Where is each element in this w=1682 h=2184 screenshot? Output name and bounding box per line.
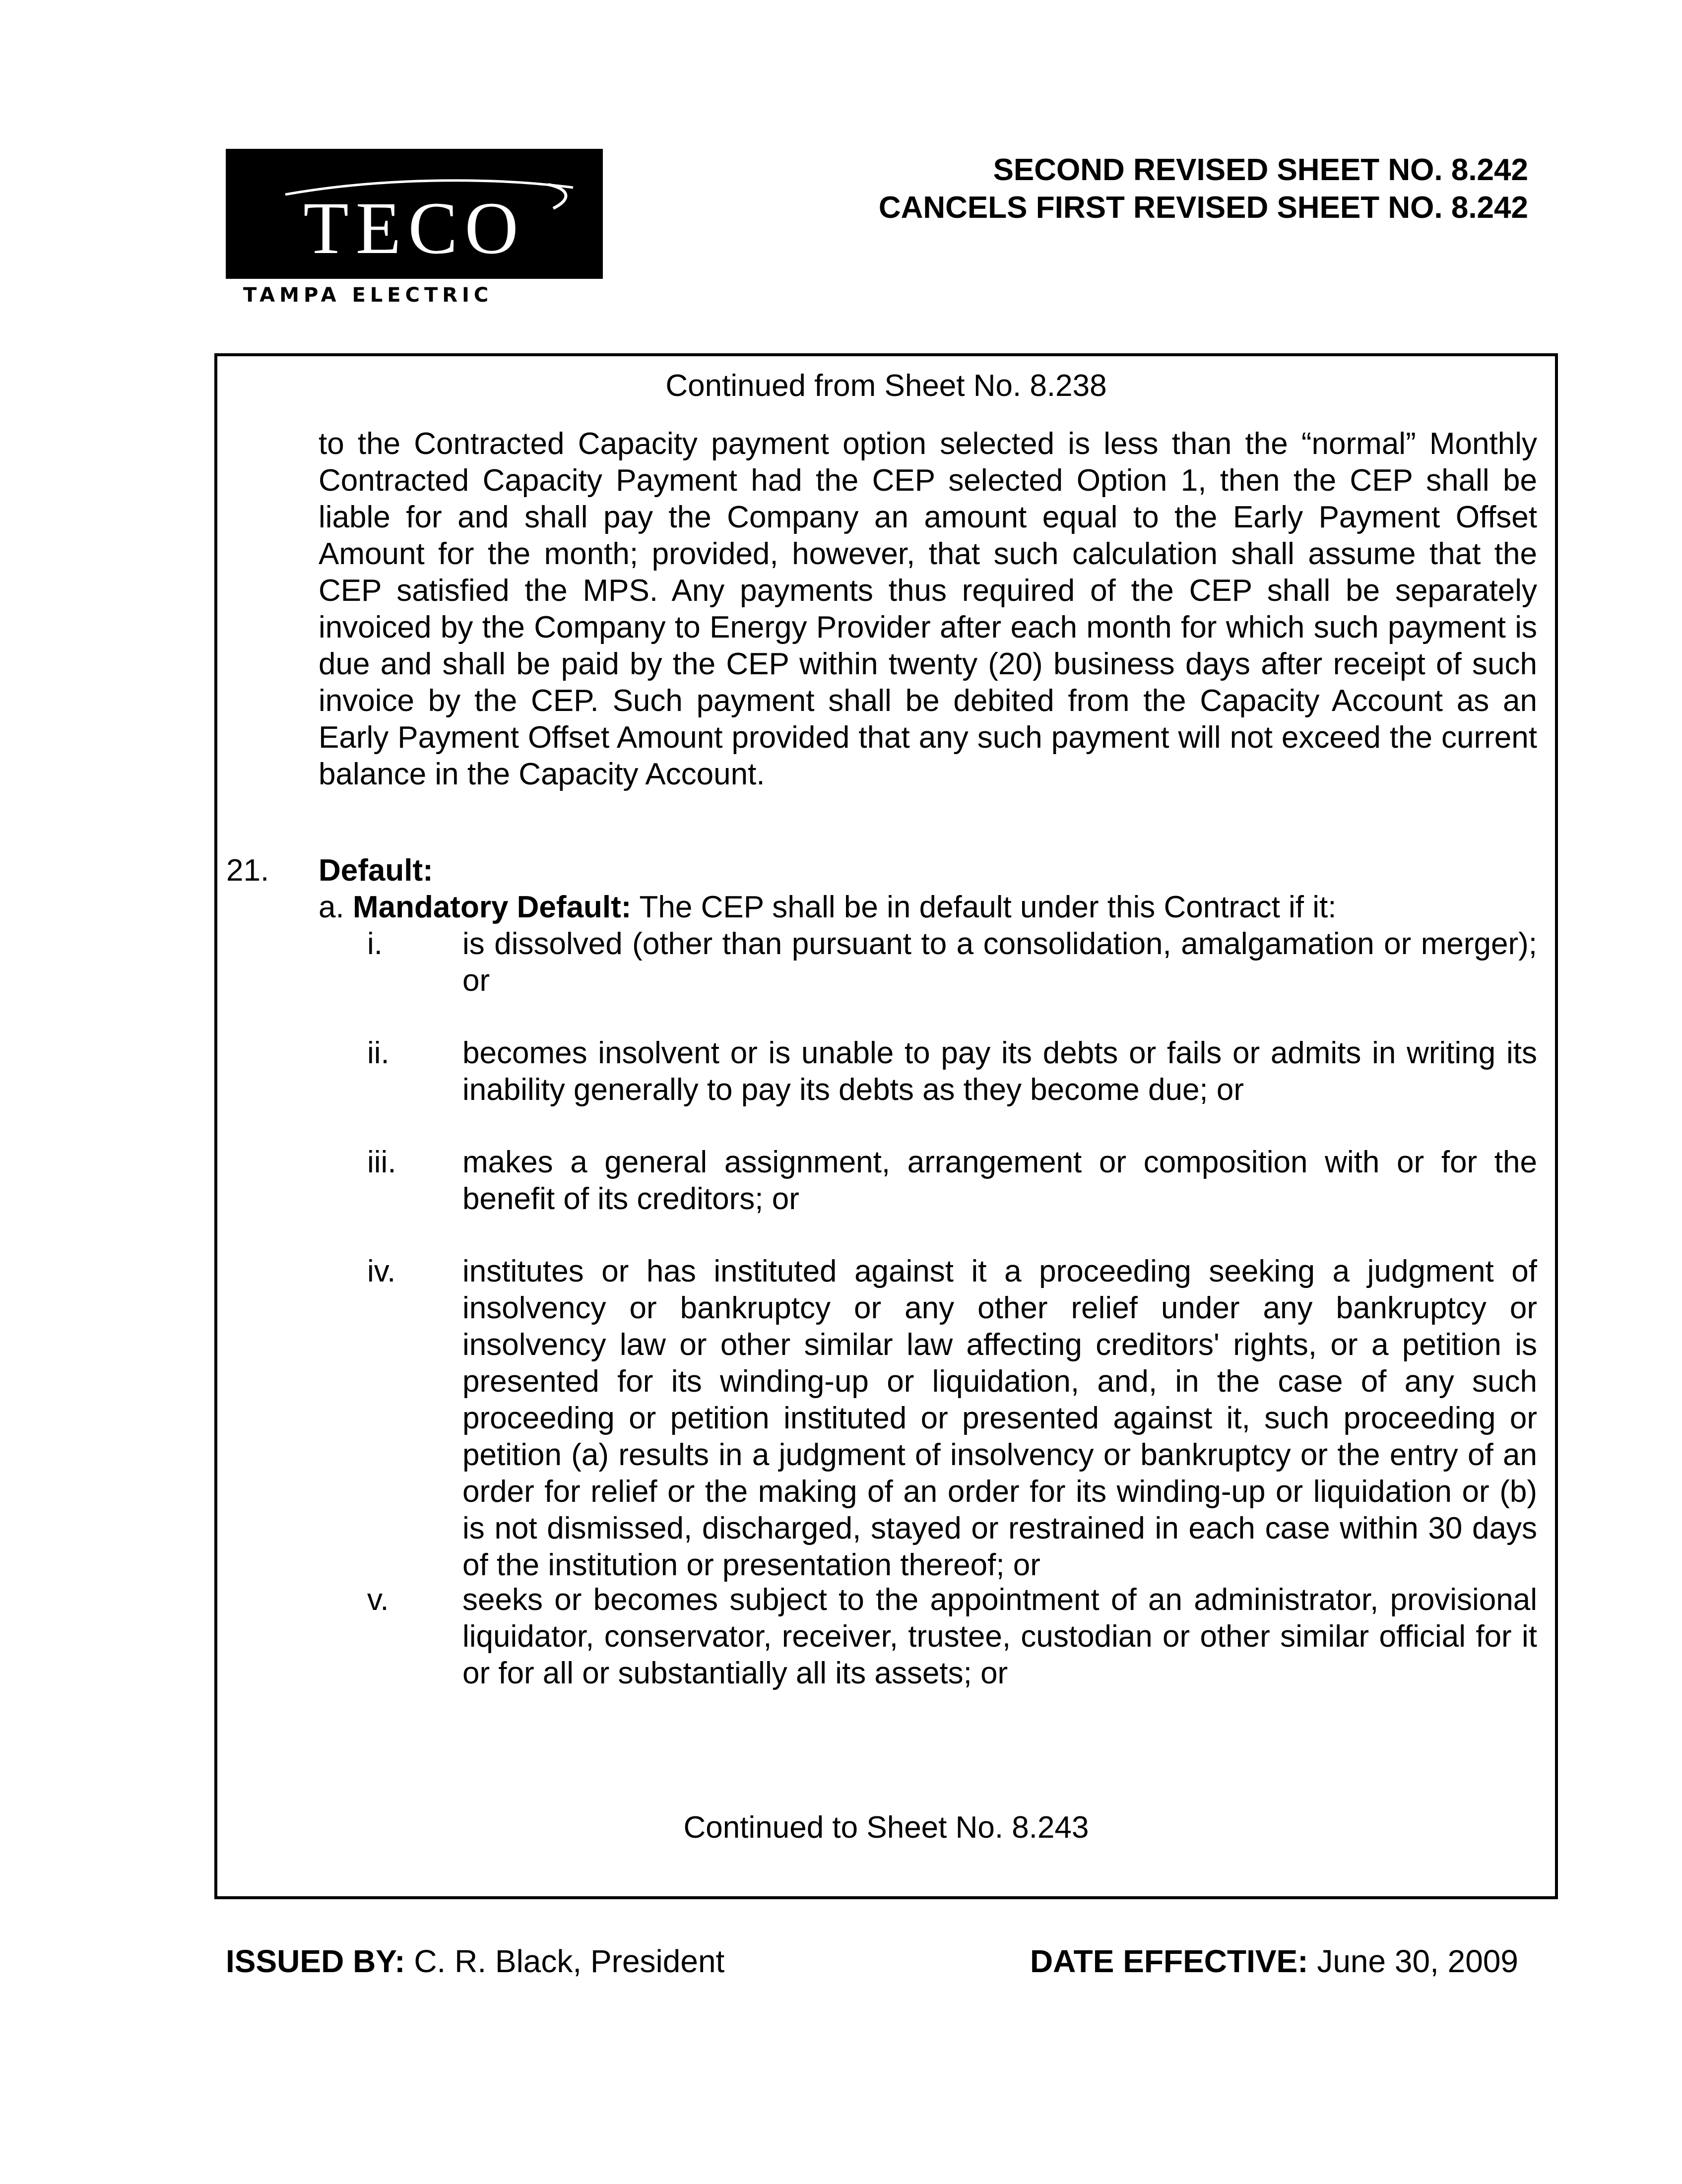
section-number: 21. (226, 853, 269, 888)
subsection-title: Mandatory Default: (352, 890, 632, 924)
subsection-letter: a. (319, 890, 344, 924)
teco-logo-mark (226, 149, 603, 279)
subsection-a (319, 889, 1336, 926)
continued-to-note: Continued to Sheet No. 8.243 (683, 1810, 1089, 1845)
list-item-number: v. (367, 1583, 389, 1617)
list-item-number: ii. (367, 1036, 389, 1070)
sheet-number-line: SECOND REVISED SHEET NO. 8.242 (993, 153, 1528, 187)
list-item-text: makes a general assignment, arrangement or composition with or for the benefit of its creditors; or (462, 1145, 1537, 1216)
cancels-sheet-line: CANCELS FIRST REVISED SHEET NO. 8.242 (878, 191, 1528, 225)
list-item-number: iv. (367, 1254, 396, 1288)
date-effective (1030, 1942, 1518, 1980)
list-item-number: iii. (367, 1145, 396, 1179)
list-item-text: institutes or has instituted against it a proceeding seeking a judgment of insolvency or bankruptcy or any other relief under any bankruptcy or insolvency law or other similar law affecting creditors' rights, or a petition is presented for its winding-up or liquidation, and, in the case of any such proceeding or petition instituted or presented against it, such proceeding or petition (a) results in a judgment of insolvency or bankruptcy or the entry of an order for relief or the making of an order for its winding-up or liquidation or (b) is not dismissed, discharged, stayed or restrained in each case within 30 days of the institution or presentation thereof; or (462, 1254, 1537, 1582)
intro-paragraph: to the Contracted Capacity payment option selected is less than the “normal” Monthly Contracted Capacity Payment had the CEP selected Option 1, then the CEP shall be liable for and shall pay the Company an amount equal to the Early Payment Offset Amount for the month; provided, however, that such calculation shall assume that the CEP satisfied the MPS. Any payments thus required of the CEP shall be separately invoiced by the Company to Energy Provider after each month for which such payment is due and shall be paid by the CEP within twenty (20) business days after receipt of such invoice by the CEP. Such payment shall be debited from the Capacity Account as an Early Payment Offset Amount provided that any such payment will not exceed the current balance in the Capacity Account. (319, 427, 1537, 791)
list-item-text: becomes insolvent or is unable to pay its debts or fails or admits in writing its inability generally to pay its debts as they become due; or (462, 1036, 1537, 1107)
list-item-number: i. (367, 927, 383, 961)
issued-by (226, 1942, 724, 1980)
logo-tagline: TAMPA ELECTRIC (243, 284, 493, 307)
issued-by-value: C. R. Black, President (414, 1943, 725, 1979)
issued-by-label: ISSUED BY: (226, 1943, 405, 1979)
continued-from-note: Continued from Sheet No. 8.238 (665, 369, 1107, 403)
date-effective-label: DATE EFFECTIVE: (1030, 1943, 1308, 1979)
section-title: Default: (319, 853, 433, 888)
tariff-content-frame (214, 353, 1558, 1899)
list-item-text: is dissolved (other than pursuant to a consolidation, amalgamation or merger); or (462, 927, 1537, 998)
list-item-text: seeks or becomes subject to the appointment of an administrator, provisional liquidator, conservator, receiver, trustee, custodian or other similar official for it or for all or substantially all its assets; or (462, 1583, 1537, 1690)
date-effective-value: June 30, 2009 (1317, 1943, 1518, 1979)
sheet-number-header (879, 151, 1528, 227)
teco-logo (226, 149, 603, 279)
subsection-text: The CEP shall be in default under this Contract if it: (631, 890, 1337, 924)
logo-wordmark: TECO (303, 187, 525, 269)
